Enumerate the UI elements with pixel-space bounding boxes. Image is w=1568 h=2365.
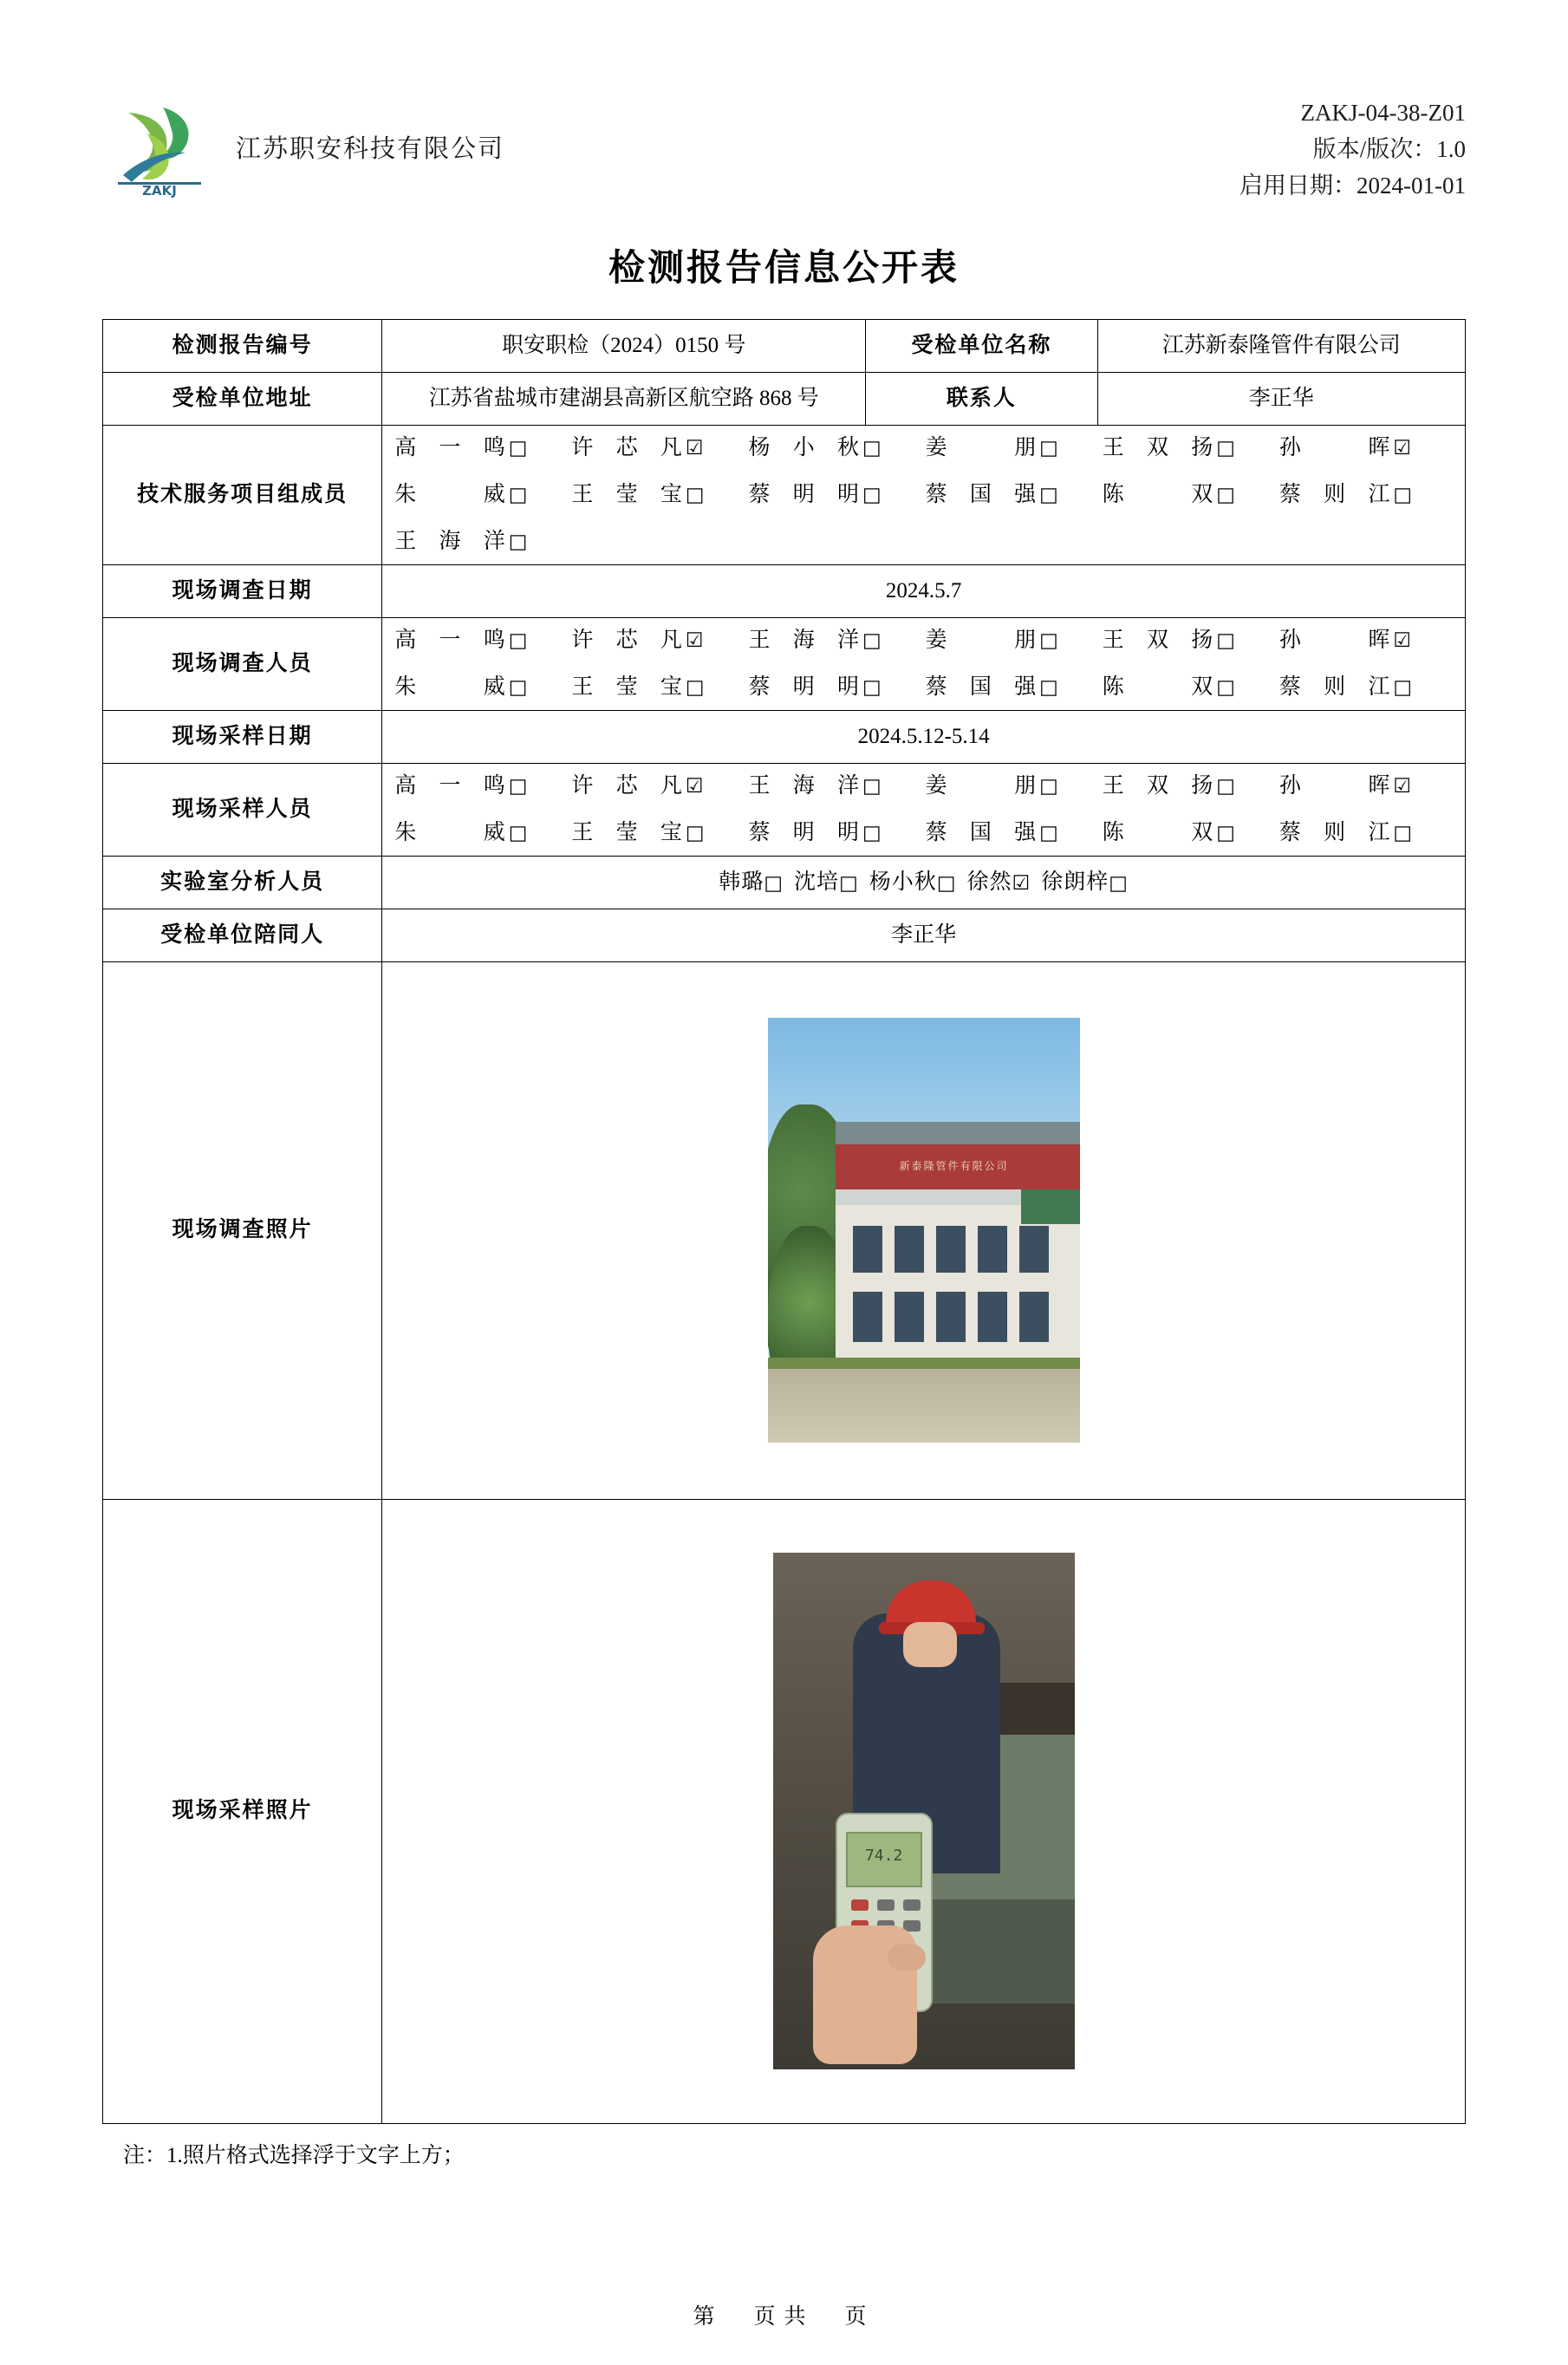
doc-code: ZAKJ-04-38-Z01 xyxy=(1300,100,1466,126)
sampling-staff-3[interactable] xyxy=(926,769,1103,804)
report-info-table xyxy=(102,319,1466,2124)
value-client-address: 江苏省盐城市建湖县高新区航空路 868 号 xyxy=(382,372,866,425)
person-name: 沈培 xyxy=(794,870,840,894)
checkbox-icon[interactable]: □ xyxy=(685,484,705,507)
label-client-name: 受检单位名称 xyxy=(866,319,1097,372)
label-team-members: 技术服务项目组成员 xyxy=(103,425,382,564)
person-name: 蔡明明 xyxy=(748,482,859,506)
survey-staff-7[interactable] xyxy=(571,670,748,705)
sampling-staff-10[interactable] xyxy=(1103,816,1279,850)
sampling-staff-1[interactable] xyxy=(571,769,748,804)
person-name: 朱 威 xyxy=(394,674,505,699)
person-name: 蔡则江 xyxy=(1278,820,1390,844)
survey-staff-10[interactable] xyxy=(1103,670,1279,705)
person-name: 王海洋 xyxy=(748,628,859,652)
checkbox-icon[interactable]: □ xyxy=(1393,676,1413,700)
person-name: 陈 双 xyxy=(1102,820,1213,844)
person-name: 许芯凡 xyxy=(571,773,682,798)
document-meta xyxy=(1239,95,1466,205)
team-member-10[interactable] xyxy=(1103,478,1279,512)
person-name: 许芯凡 xyxy=(571,435,682,459)
sampling-staff-5[interactable] xyxy=(1279,769,1456,804)
label-sampling-date: 现场采样日期 xyxy=(103,710,382,763)
survey-staff-2[interactable] xyxy=(749,623,926,658)
value-accompany: 李正华 xyxy=(382,909,1466,961)
team-member-5[interactable] xyxy=(1279,431,1456,466)
sampling-staff-9[interactable] xyxy=(926,816,1103,850)
company-logo-icon xyxy=(102,95,217,198)
brand-block xyxy=(102,95,504,198)
lab-staff-0[interactable] xyxy=(719,870,784,894)
table-row-sampling-staff xyxy=(103,763,1466,856)
label-survey-date: 现场调查日期 xyxy=(103,564,382,617)
table-row-survey-staff xyxy=(103,617,1466,710)
person-name: 王双扬 xyxy=(1102,628,1213,652)
team-member-9[interactable] xyxy=(926,478,1103,512)
lab-staff-4[interactable] xyxy=(1041,870,1129,894)
person-name: 王双扬 xyxy=(1102,435,1213,459)
team-member-0[interactable] xyxy=(394,431,571,466)
person-name: 陈 双 xyxy=(1102,674,1213,699)
person-name: 高一鸣 xyxy=(394,628,505,652)
checkbox-icon[interactable]: □ xyxy=(1039,437,1058,460)
checkbox-icon[interactable]: □ xyxy=(508,676,528,700)
survey-staff-11[interactable] xyxy=(1279,670,1456,705)
person-name: 姜 朋 xyxy=(925,435,1037,459)
checkbox-icon[interactable]: □ xyxy=(1109,871,1129,895)
checkbox-icon[interactable]: □ xyxy=(508,775,528,798)
person-name: 蔡国强 xyxy=(925,674,1037,699)
team-member-8[interactable] xyxy=(749,478,926,512)
person-name: 杨小秋 xyxy=(869,870,937,894)
checkbox-icon[interactable]: □ xyxy=(1039,484,1058,507)
label-contact: 联系人 xyxy=(866,372,1097,425)
checkbox-icon[interactable]: □ xyxy=(764,871,784,895)
person-name: 高一鸣 xyxy=(394,435,505,459)
person-name: 徐然 xyxy=(966,870,1012,894)
survey-staff-4[interactable] xyxy=(1103,623,1279,658)
checkbox-icon[interactable]: □ xyxy=(862,676,882,700)
page-title: 检测报告信息公开表 xyxy=(608,248,960,289)
person-name: 王双扬 xyxy=(1102,773,1213,798)
label-lab-staff: 实验室分析人员 xyxy=(103,856,382,909)
value-client-name: 江苏新泰隆管件有限公司 xyxy=(1097,319,1465,372)
checkbox-icon[interactable]: □ xyxy=(1216,822,1235,845)
checkbox-icon[interactable]: □ xyxy=(1216,437,1235,460)
doc-version: 版本/版次：1.0 xyxy=(1312,135,1466,162)
checkbox-icon[interactable]: □ xyxy=(862,822,882,845)
checkbox-icon[interactable]: □ xyxy=(685,822,705,845)
person-name: 蔡明明 xyxy=(748,674,859,699)
checkbox-icon[interactable]: □ xyxy=(1216,629,1235,653)
sampling-site-photo xyxy=(773,1553,1075,2069)
checkbox-icon[interactable]: □ xyxy=(936,871,957,895)
person-name: 徐朗梓 xyxy=(1041,870,1109,894)
cell-team-members xyxy=(382,425,1466,564)
label-survey-photo: 现场调查照片 xyxy=(103,961,382,1499)
checkbox-icon[interactable]: □ xyxy=(685,676,705,700)
table-row-survey-date xyxy=(103,564,1466,617)
table-row-report-no xyxy=(103,319,1466,372)
cell-sampling-staff xyxy=(382,763,1466,856)
table-row-sampling-date xyxy=(103,710,1466,763)
label-sampling-staff: 现场采样人员 xyxy=(103,763,382,856)
checkbox-icon[interactable]: ☑ xyxy=(1393,775,1411,798)
checkbox-icon[interactable]: □ xyxy=(1039,822,1058,845)
checkbox-icon[interactable]: □ xyxy=(1039,676,1058,700)
sampling-staff-6[interactable] xyxy=(394,816,571,850)
sampling-staff-0[interactable] xyxy=(394,769,571,804)
checkbox-icon[interactable]: □ xyxy=(1216,484,1235,507)
person-name: 许芯凡 xyxy=(571,628,682,652)
table-row-client-address xyxy=(103,372,1466,425)
team-member-3[interactable] xyxy=(926,431,1103,466)
checkbox-icon[interactable]: □ xyxy=(1216,775,1235,798)
value-report-no: 职安职检（2024）0150 号 xyxy=(382,319,866,372)
checkbox-icon[interactable]: ☑ xyxy=(685,629,704,653)
checkbox-icon[interactable]: □ xyxy=(508,437,528,460)
checkbox-icon[interactable]: ☑ xyxy=(685,437,704,460)
survey-staff-3[interactable] xyxy=(926,623,1103,658)
checkbox-icon[interactable]: □ xyxy=(1393,484,1413,507)
person-name: 杨小秋 xyxy=(748,435,859,459)
label-client-address: 受检单位地址 xyxy=(103,372,382,425)
team-member-7[interactable] xyxy=(571,478,748,512)
cell-sampling-photo xyxy=(382,1499,1466,2123)
team-member-checkbox-grid[interactable] xyxy=(382,426,1465,564)
sampling-staff-8[interactable] xyxy=(749,816,926,850)
person-name: 韩璐 xyxy=(719,870,764,894)
table-row-lab-staff xyxy=(103,856,1466,909)
checkbox-icon[interactable]: □ xyxy=(508,822,528,845)
person-name: 高一鸣 xyxy=(394,773,505,798)
value-contact: 李正华 xyxy=(1097,372,1465,425)
person-name: 朱 威 xyxy=(394,482,505,506)
svg-text:ZAKJ: ZAKJ xyxy=(142,183,177,198)
lab-staff-checkbox-line[interactable] xyxy=(389,865,1458,900)
person-name: 姜 朋 xyxy=(925,773,1037,798)
meter-reading: 74.2 xyxy=(864,1847,903,1866)
person-name: 王海洋 xyxy=(394,529,505,553)
lab-staff-3[interactable] xyxy=(967,870,1031,894)
person-name: 孙 晖 xyxy=(1278,628,1390,652)
team-member-11[interactable] xyxy=(1279,478,1456,512)
checkbox-icon[interactable]: □ xyxy=(508,629,528,653)
checkbox-icon[interactable]: □ xyxy=(1393,822,1413,845)
team-member-2[interactable] xyxy=(749,431,926,466)
checkbox-icon[interactable]: ☑ xyxy=(1393,437,1411,460)
survey-staff-6[interactable] xyxy=(394,670,571,705)
person-name: 朱 威 xyxy=(394,820,505,844)
checkbox-icon[interactable]: □ xyxy=(862,629,882,653)
survey-staff-9[interactable] xyxy=(926,670,1103,705)
survey-site-photo xyxy=(768,1018,1080,1443)
checkbox-icon[interactable]: □ xyxy=(862,437,882,460)
building-sign-text: 新泰隆管件有限公司 xyxy=(872,1153,1037,1179)
table-note: 注：1.照片格式选择浮于文字上方； xyxy=(123,2143,465,2167)
person-name: 孙 晖 xyxy=(1278,435,1390,459)
survey-staff-1[interactable] xyxy=(571,623,748,658)
person-name: 蔡则江 xyxy=(1278,482,1390,506)
sampling-staff-7[interactable] xyxy=(571,816,748,850)
doc-effective-date: 启用日期：2024-01-01 xyxy=(1239,172,1466,199)
sampling-staff-4[interactable] xyxy=(1103,769,1279,804)
checkbox-icon[interactable]: □ xyxy=(508,531,528,554)
checkbox-icon[interactable]: □ xyxy=(862,775,882,798)
sampling-staff-2[interactable] xyxy=(749,769,926,804)
cell-survey-staff xyxy=(382,617,1466,710)
label-accompany: 受检单位陪同人 xyxy=(103,909,382,961)
checkbox-icon[interactable]: □ xyxy=(862,484,882,507)
checkbox-icon[interactable]: □ xyxy=(1039,629,1058,653)
person-name: 蔡则江 xyxy=(1278,674,1390,699)
company-name: 江苏职安科技有限公司 xyxy=(236,134,505,163)
person-name: 孙 晖 xyxy=(1278,773,1390,798)
person-name: 蔡明明 xyxy=(748,820,859,844)
cell-survey-photo xyxy=(382,961,1466,1499)
person-name: 蔡国强 xyxy=(925,482,1037,506)
checkbox-icon[interactable]: ☑ xyxy=(685,775,704,798)
survey-staff-checkbox-grid[interactable] xyxy=(382,618,1465,710)
label-sampling-photo: 现场采样照片 xyxy=(103,1499,382,2123)
value-survey-date: 2024.5.7 xyxy=(382,564,1466,617)
team-member-6[interactable] xyxy=(394,478,571,512)
checkbox-icon[interactable]: □ xyxy=(508,484,528,507)
table-row-team-members xyxy=(103,425,1466,564)
person-name: 陈 双 xyxy=(1102,482,1213,506)
checkbox-icon[interactable]: □ xyxy=(839,871,859,895)
label-survey-staff: 现场调查人员 xyxy=(103,617,382,710)
survey-staff-8[interactable] xyxy=(749,670,926,705)
person-name: 王莹宝 xyxy=(571,674,682,699)
value-sampling-date: 2024.5.12-5.14 xyxy=(382,710,1466,763)
checkbox-icon[interactable]: ☑ xyxy=(1393,629,1411,653)
table-row-accompany xyxy=(103,909,1466,961)
document-header xyxy=(102,95,1466,205)
label-report-no: 检测报告编号 xyxy=(103,319,382,372)
page-footer: 第 页共 页 xyxy=(693,2304,875,2329)
person-name: 蔡国强 xyxy=(925,820,1037,844)
survey-staff-5[interactable] xyxy=(1279,623,1456,658)
lab-staff-1[interactable] xyxy=(794,870,859,894)
checkbox-icon[interactable]: ☑ xyxy=(1012,871,1031,895)
checkbox-icon[interactable]: □ xyxy=(1216,676,1235,700)
table-row-survey-photo xyxy=(103,961,1466,1499)
team-member-1[interactable] xyxy=(571,431,748,466)
table-row-sampling-photo xyxy=(103,1499,1466,2123)
sampling-staff-checkbox-grid[interactable] xyxy=(382,764,1465,856)
sampling-staff-11[interactable] xyxy=(1279,816,1456,850)
person-name: 王莹宝 xyxy=(571,820,682,844)
lab-staff-2[interactable] xyxy=(869,870,957,894)
survey-staff-0[interactable] xyxy=(394,623,571,658)
person-name: 王莹宝 xyxy=(571,482,682,506)
person-name: 姜 朋 xyxy=(925,628,1037,652)
person-name: 王海洋 xyxy=(748,773,859,798)
checkbox-icon[interactable]: □ xyxy=(1039,775,1058,798)
cell-lab-staff xyxy=(382,856,1466,909)
team-member-12[interactable] xyxy=(394,524,571,559)
team-member-4[interactable] xyxy=(1103,431,1279,466)
